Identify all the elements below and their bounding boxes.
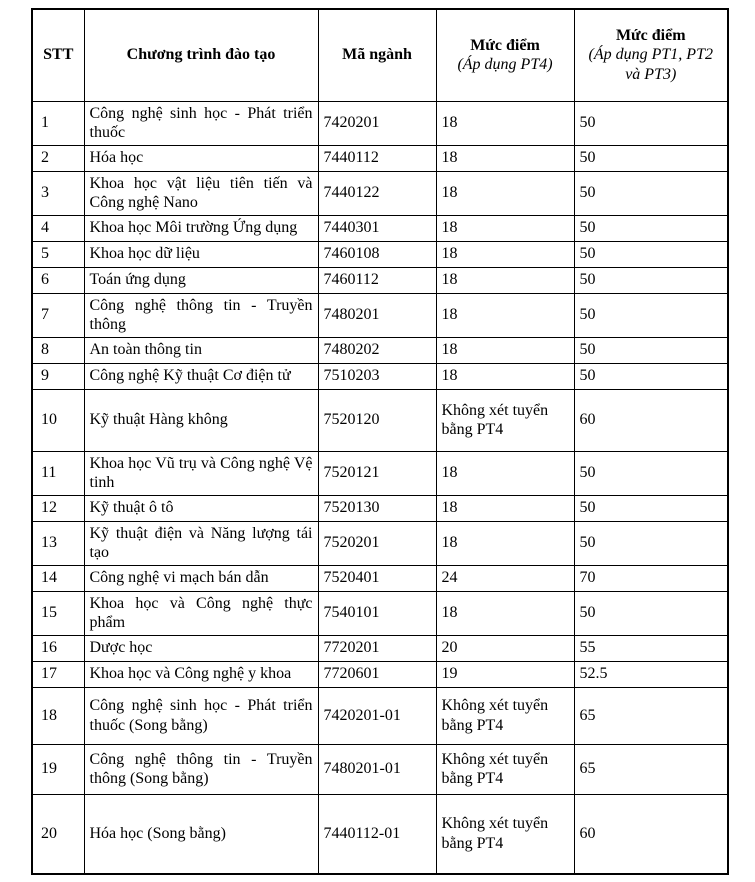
cell-pt123-score: 50 (574, 241, 728, 267)
header-row (32, 9, 728, 101)
cell-program-code: 7510203 (318, 363, 436, 389)
cell-program-code: 7440112-01 (318, 794, 436, 874)
cell-pt4-score: 18 (436, 363, 574, 389)
cell-pt4-score: 18 (436, 145, 574, 171)
cell-stt: 15 (32, 591, 84, 635)
cell-stt: 10 (32, 389, 84, 451)
col-header-program: Chương trình đào tạo (84, 9, 318, 101)
cell-pt123-score: 50 (574, 267, 728, 293)
table-row (32, 337, 728, 363)
cell-program-code: 7460108 (318, 241, 436, 267)
cell-stt: 1 (32, 101, 84, 145)
cell-stt: 11 (32, 451, 84, 495)
cell-program-name: Kỹ thuật điện và Năng lượng tái tạo (84, 521, 318, 565)
cell-program-name: Công nghệ thông tin - Truyền thông (84, 293, 318, 337)
cell-stt: 9 (32, 363, 84, 389)
cell-pt123-score: 52.5 (574, 661, 728, 687)
table-row (32, 744, 728, 794)
cell-pt4-score: Không xét tuyển bằng PT4 (436, 744, 574, 794)
cell-program-code: 7520120 (318, 389, 436, 451)
col-header-stt: STT (32, 9, 84, 101)
cell-stt: 12 (32, 495, 84, 521)
cell-pt123-score: 50 (574, 337, 728, 363)
cell-pt123-score: 60 (574, 794, 728, 874)
table-row (32, 635, 728, 661)
cell-pt4-score: 18 (436, 591, 574, 635)
cell-pt123-score: 50 (574, 451, 728, 495)
cell-program-code: 7520201 (318, 521, 436, 565)
cell-stt: 7 (32, 293, 84, 337)
cell-program-code: 7540101 (318, 591, 436, 635)
col-header-pt4-title: Mức điểm (470, 36, 540, 54)
cell-program-name: Công nghệ Kỹ thuật Cơ điện tử (84, 363, 318, 389)
cell-pt4-score: 18 (436, 171, 574, 215)
cell-pt4-score: 18 (436, 337, 574, 363)
cell-program-name: Công nghệ sinh học - Phát triển thuốc (Song bằng) (84, 687, 318, 744)
cell-pt4-score: 18 (436, 521, 574, 565)
cell-program-code: 7520121 (318, 451, 436, 495)
table-row (32, 267, 728, 293)
col-header-code: Mã ngành (318, 9, 436, 101)
table-row (32, 215, 728, 241)
cell-pt4-score: 18 (436, 267, 574, 293)
cell-stt: 5 (32, 241, 84, 267)
table-row (32, 687, 728, 744)
cell-program-name: Dược học (84, 635, 318, 661)
cell-program-name: Công nghệ vi mạch bán dẫn (84, 565, 318, 591)
cell-pt123-score: 50 (574, 171, 728, 215)
cell-program-code: 7420201-01 (318, 687, 436, 744)
table-row (32, 101, 728, 145)
cell-stt: 2 (32, 145, 84, 171)
cell-program-name: Khoa học và Công nghệ y khoa (84, 661, 318, 687)
cell-pt4-score: 18 (436, 451, 574, 495)
cell-pt123-score: 65 (574, 687, 728, 744)
cell-program-code: 7720601 (318, 661, 436, 687)
cell-pt123-score: 55 (574, 635, 728, 661)
table-row (32, 521, 728, 565)
cell-pt4-score: 20 (436, 635, 574, 661)
cell-stt: 13 (32, 521, 84, 565)
table-row (32, 145, 728, 171)
cell-stt: 3 (32, 171, 84, 215)
table-row (32, 591, 728, 635)
cell-pt123-score: 50 (574, 591, 728, 635)
cell-pt123-score: 50 (574, 101, 728, 145)
cell-stt: 8 (32, 337, 84, 363)
col-header-pt123 (574, 9, 728, 101)
cell-pt4-score: Không xét tuyển bằng PT4 (436, 794, 574, 874)
cell-program-name: Khoa học Môi trường Ứng dụng (84, 215, 318, 241)
cell-program-name: Toán ứng dụng (84, 267, 318, 293)
cell-program-name: Khoa học và Công nghệ thực phẩm (84, 591, 318, 635)
cell-program-code: 7520401 (318, 565, 436, 591)
cell-program-code: 7720201 (318, 635, 436, 661)
cell-pt123-score: 50 (574, 363, 728, 389)
table-row (32, 389, 728, 451)
cell-pt123-score: 70 (574, 565, 728, 591)
table-row (32, 794, 728, 874)
cell-pt4-score: 24 (436, 565, 574, 591)
cell-program-code: 7480202 (318, 337, 436, 363)
cell-pt4-score: Không xét tuyển bằng PT4 (436, 389, 574, 451)
admission-scores-table (31, 8, 729, 875)
cell-pt123-score: 50 (574, 495, 728, 521)
table-row (32, 451, 728, 495)
cell-program-name: Hóa học (Song bằng) (84, 794, 318, 874)
table-row (32, 495, 728, 521)
cell-pt4-score: 18 (436, 241, 574, 267)
cell-pt123-score: 50 (574, 293, 728, 337)
cell-stt: 19 (32, 744, 84, 794)
cell-program-name: Khoa học vật liệu tiên tiến và Công nghệ Nano (84, 171, 318, 215)
cell-pt4-score: 18 (436, 101, 574, 145)
table-body (32, 101, 728, 874)
cell-program-name: Kỹ thuật Hàng không (84, 389, 318, 451)
col-header-pt4 (436, 9, 574, 101)
cell-program-code: 7440112 (318, 145, 436, 171)
cell-program-name: Hóa học (84, 145, 318, 171)
cell-pt4-score: 18 (436, 495, 574, 521)
cell-program-name: Khoa học dữ liệu (84, 241, 318, 267)
col-header-pt4-subtitle: (Áp dụng PT4) (457, 56, 553, 74)
cell-pt4-score: 19 (436, 661, 574, 687)
table-row (32, 241, 728, 267)
cell-program-code: 7480201 (318, 293, 436, 337)
col-header-pt123-title: Mức điểm (615, 26, 686, 44)
cell-pt123-score: 50 (574, 215, 728, 241)
cell-pt4-score: Không xét tuyển bằng PT4 (436, 687, 574, 744)
cell-pt4-score: 18 (436, 293, 574, 337)
cell-program-name: Khoa học Vũ trụ và Công nghệ Vệ tinh (84, 451, 318, 495)
cell-program-code: 7420201 (318, 101, 436, 145)
cell-program-name: Kỹ thuật ô tô (84, 495, 318, 521)
cell-stt: 14 (32, 565, 84, 591)
cell-stt: 18 (32, 687, 84, 744)
cell-stt: 17 (32, 661, 84, 687)
cell-pt123-score: 50 (574, 521, 728, 565)
cell-stt: 16 (32, 635, 84, 661)
cell-program-code: 7440301 (318, 215, 436, 241)
cell-program-name: Công nghệ sinh học - Phát triển thuốc (84, 101, 318, 145)
cell-program-code: 7520130 (318, 495, 436, 521)
table-row (32, 661, 728, 687)
col-header-pt123-subtitle: (Áp dụng PT1, PT2 và PT3) (588, 46, 713, 83)
cell-program-name: Công nghệ thông tin - Truyền thông (Song bằng) (84, 744, 318, 794)
cell-stt: 6 (32, 267, 84, 293)
cell-program-code: 7460112 (318, 267, 436, 293)
cell-stt: 20 (32, 794, 84, 874)
cell-program-name: An toàn thông tin (84, 337, 318, 363)
table-row (32, 565, 728, 591)
table-row (32, 171, 728, 215)
cell-pt4-score: 18 (436, 215, 574, 241)
cell-program-code: 7440122 (318, 171, 436, 215)
cell-pt123-score: 65 (574, 744, 728, 794)
cell-stt: 4 (32, 215, 84, 241)
table-row (32, 363, 728, 389)
cell-program-code: 7480201-01 (318, 744, 436, 794)
cell-pt123-score: 50 (574, 145, 728, 171)
cell-pt123-score: 60 (574, 389, 728, 451)
table-header (32, 9, 728, 101)
table-row (32, 293, 728, 337)
